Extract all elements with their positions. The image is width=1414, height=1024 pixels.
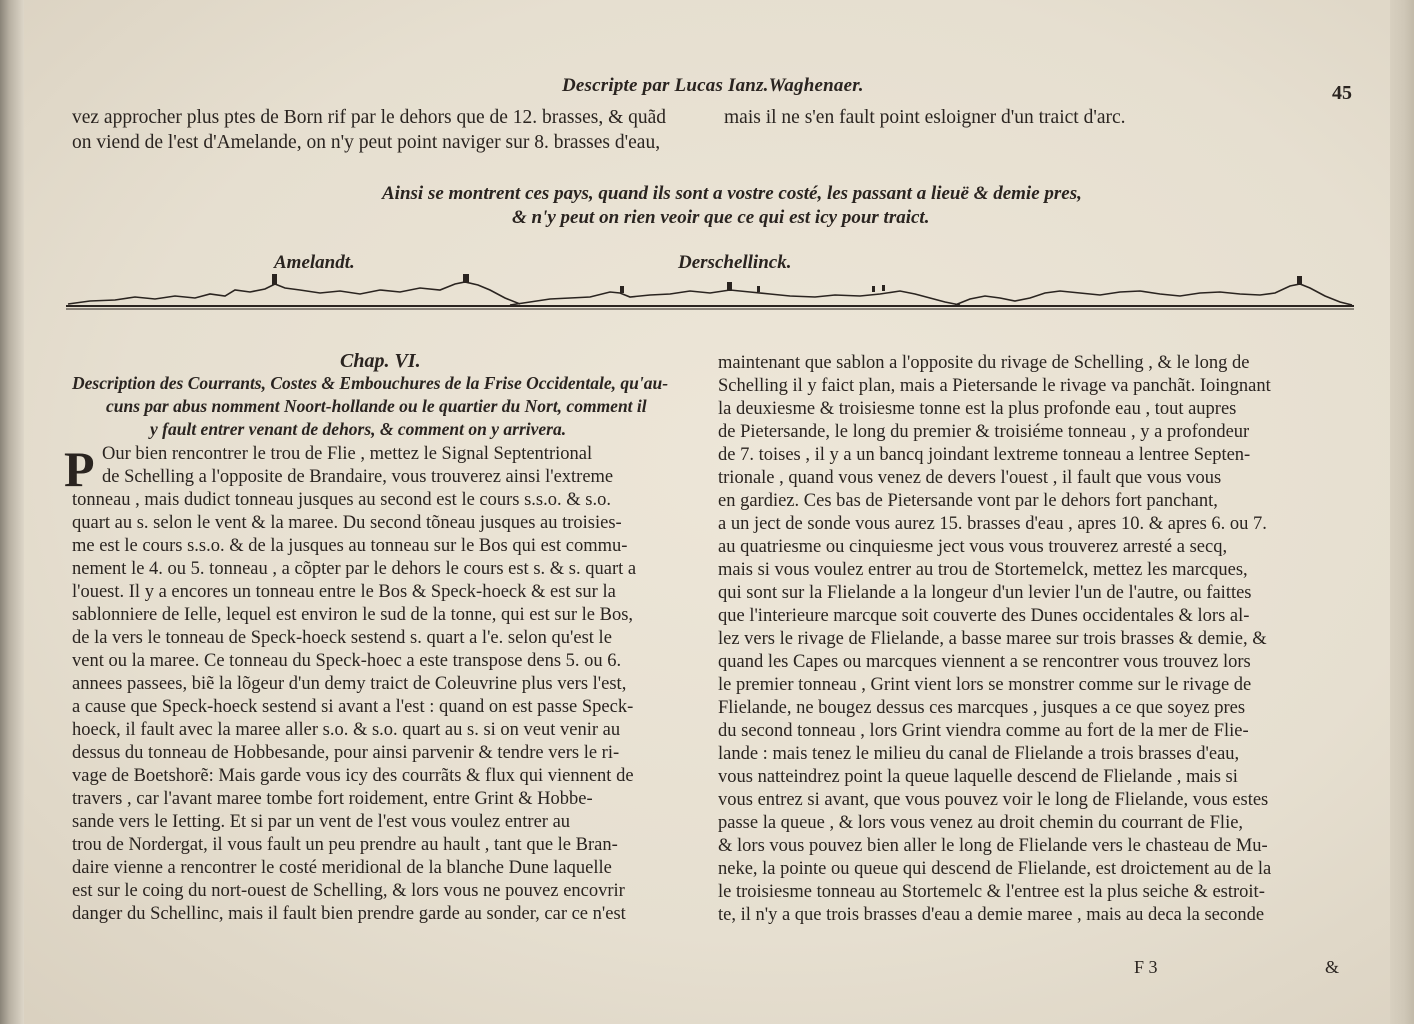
intro-right-text (724, 105, 1126, 130)
text-line: tonneau , mais dudict tonneau jusques au second est le cours s.s.o. & s.o. (72, 490, 611, 510)
running-head: Descripte par Lucas Ianz.Waghenaer. (562, 75, 864, 96)
text-line: au quatriesme ou cinquiesme ject vous vous trouverez arresté a secq, (718, 537, 1228, 557)
text-line: a un ject de sonde vous aurez 15. brasses d'eau , apres 10. & apres 6. ou 7. (718, 514, 1267, 534)
text-line: a cause que Speck-hoeck sestend si avant a l'est : quand on est passe Speck- (72, 697, 634, 717)
church-tower (727, 282, 732, 291)
body-column-right (718, 352, 1358, 927)
coast-caption-line: Ainsi se montrent ces pays, quand ils sont a vostre costé, les passant a lieuë & demie pres, (382, 183, 1082, 204)
coastline-profile-illustration (60, 268, 1360, 316)
text-line: trionale , quand vous venez de devers l'ouest , il fault que vous vous (718, 468, 1222, 488)
text-line: Our bien rencontrer le trou de Flie , mettez le Signal Septentrional (102, 444, 593, 464)
text-line: vent ou la maree. Ce tonneau du Speck-hoec a este transpose dens 5. ou 6. (72, 651, 622, 671)
church-tower (872, 286, 875, 292)
text-line: l'ouest. Il y a encores un tonneau entre le Bos & Speck-hoeck & est sur la (72, 582, 616, 602)
chapter-subtitle-line: y fault entrer venant de dehors, & comment on y arrivera. (150, 419, 567, 439)
text-line: Flielande, ne bougez dessus ces marcques , jusques a ce que soyez pres (718, 698, 1246, 718)
coast-label-derschellinck: Derschellinck. (678, 252, 792, 273)
text-line: quand les Capes ou marcques viennent a se rencontrer vous trouvez lors (718, 652, 1251, 672)
text-line: & lors vous pouvez bien aller le long de Flielande vers le chasteau de Mu- (718, 836, 1268, 856)
text-line: nement le 4. ou 5. tonneau , a cõpter par le dehors le cours est s. & s. quart a (72, 559, 637, 579)
church-tower (463, 274, 469, 283)
church-tower (1297, 276, 1302, 285)
text-line: de la vers le tonneau de Speck-hoeck sestend s. quart a l'e. selon qu'est le (72, 628, 612, 648)
text-line: sablonniere de Ielle, lequel est environ le sud de la tonne, qui est sur le Bos, (72, 605, 634, 625)
coast-label-amelandt: Amelandt. (274, 252, 355, 273)
coastline-derschellinck (510, 290, 960, 305)
text-line: de Pietersande, le long du premier & troisiéme tonneau , y a profondeur (718, 422, 1250, 442)
text-line: le troisiesme tonneau au Stortemelc & l'entree est la plus seiche & estroit- (718, 882, 1265, 902)
church-tower (757, 286, 760, 292)
coast-caption-line: & n'y peut on rien veoir que ce qui est icy pour traict. (512, 207, 930, 228)
page-edge (1390, 0, 1414, 1024)
text-line: que l'interieure marcque soit couverte des Dunes occidentales & lors al- (718, 606, 1250, 626)
signature-mark: F 3 (1134, 957, 1158, 977)
text-line: qui sont sur la Flielande a la longeur d'un levier l'un de l'autre, ou faittes (718, 583, 1252, 603)
chapter-title: Chap. VI. (340, 350, 421, 372)
coastline-amelandt (68, 282, 520, 304)
text-line: est sur le coing du nort-ouest de Schelling, & lors vous ne pouvez encovrir (72, 881, 625, 901)
text-line: te, il n'y a que trois brasses d'eau a demie maree , mais au deca la seconde (718, 905, 1265, 925)
text-line: trou de Nordergat, il vous fault un peu prendre au hault , tant que le Bran- (72, 835, 618, 855)
text-line: le premier tonneau , Grint vient lors se monstrer comme sur le rivage de (718, 675, 1252, 695)
text-line: sande vers le Ietting. Et si par un vent de l'est vous voulez entrer au (72, 812, 571, 832)
drop-cap: P (64, 441, 95, 497)
text-line: lande : mais tenez le milieu du canal de Flielande a trois brasses d'eau, (718, 744, 1240, 764)
text-line: en gardiez. Ces bas de Pietersande vont par le dehors fort panchant, (718, 491, 1218, 511)
text-line: de Schelling a l'opposite de Brandaire, vous trouverez ainsi l'extreme (102, 467, 614, 487)
text-line: la deuxiesme & troisiesme tonne est la plus profonde eau , tout aupres (718, 399, 1237, 419)
text-line: de 7. toises , il y a un bancq joindant lextreme tonneau a lentree Septen- (718, 445, 1251, 465)
church-tower (620, 286, 624, 293)
church-tower (272, 274, 277, 285)
intro-left-text (72, 105, 666, 155)
book-spine-shadow (0, 0, 24, 1024)
text-line: danger du Schellinc, mais il fault bien prendre garde au sonder, car ce n'est (72, 904, 626, 924)
text-line: lez vers le rivage de Flielande, a basse maree sur trois brasses & demie, & (718, 629, 1267, 649)
body-column-left (72, 443, 702, 926)
chapter-subtitle-line: Description des Courrants, Costes & Embouchures de la Frise Occidentale, qu'au- (72, 373, 669, 393)
text-line: du second tonneau , lors Grint viendra comme au fort de la mer de Flie- (718, 721, 1249, 741)
catchword: & (1325, 957, 1340, 977)
text-line: maintenant que sablon a l'opposite du rivage de Schelling , & le long de (718, 353, 1250, 373)
text-line: neke, la pointe ou queue qui descend de Flielande, est droictement au de la (718, 859, 1272, 879)
text-line: on viend de l'est d'Amelande, on n'y peut point naviger sur 8. brasses d'eau, (72, 132, 661, 153)
text-line: vez approcher plus ptes de Born rif par le dehors que de 12. brasses, & quãd (72, 107, 667, 128)
text-line: dessus du tonneau de Hobbesande, pour ainsi parvenir & tendre vers le ri- (72, 743, 620, 763)
text-line: mais il ne s'en fault point esloigner d'un traict d'arc. (724, 107, 1126, 128)
church-tower (882, 285, 885, 291)
text-line: vous natteindrez point la queue laquelle descend de Flielande , mais si (718, 767, 1238, 787)
coastline-east (955, 284, 1352, 305)
text-line: quart au s. selon le vent & la maree. Du second tõneau jusques au troisies- (72, 513, 622, 533)
text-line: vous entrez si avant, que vous pouvez voir le long de Flielande, vous estes (718, 790, 1269, 810)
text-line: Schelling il y faict plan, mais a Pietersande le rivage va panchãt. Ioingnant (718, 376, 1271, 396)
text-line: vage de Boetshorẽ: Mais garde vous icy des courrãts & flux qui viennent de (72, 766, 634, 786)
text-line: daire vienne a rencontrer le costé meridional de la blanche Dune laquelle (72, 858, 612, 878)
text-line: travers , car l'avant maree tombe fort roidement, entre Grint & Hobbe- (72, 789, 593, 809)
chapter-subtitle-line: cuns par abus nomment Noort-hollande ou le quartier du Nort, comment il (106, 396, 647, 416)
text-line: mais si vous voulez entrer au trou de Stortemelck, mettez les marcques, (718, 560, 1248, 580)
text-line: me est le cours s.s.o. & de la jusques au tonneau sur le Bos qui est commu- (72, 536, 628, 556)
page-number: 45 (1332, 82, 1352, 104)
text-line: annees passees, biẽ la lõgeur d'un demy traict de Coleuvrine plus vers l'est, (72, 674, 627, 694)
text-line: hoeck, il fault avec la maree aller s.o. & s.o. quart au s. si on veut venir au (72, 720, 621, 740)
text-line: passe la queue , & lors vous venez au droit chemin du courrant de Flie, (718, 813, 1244, 833)
